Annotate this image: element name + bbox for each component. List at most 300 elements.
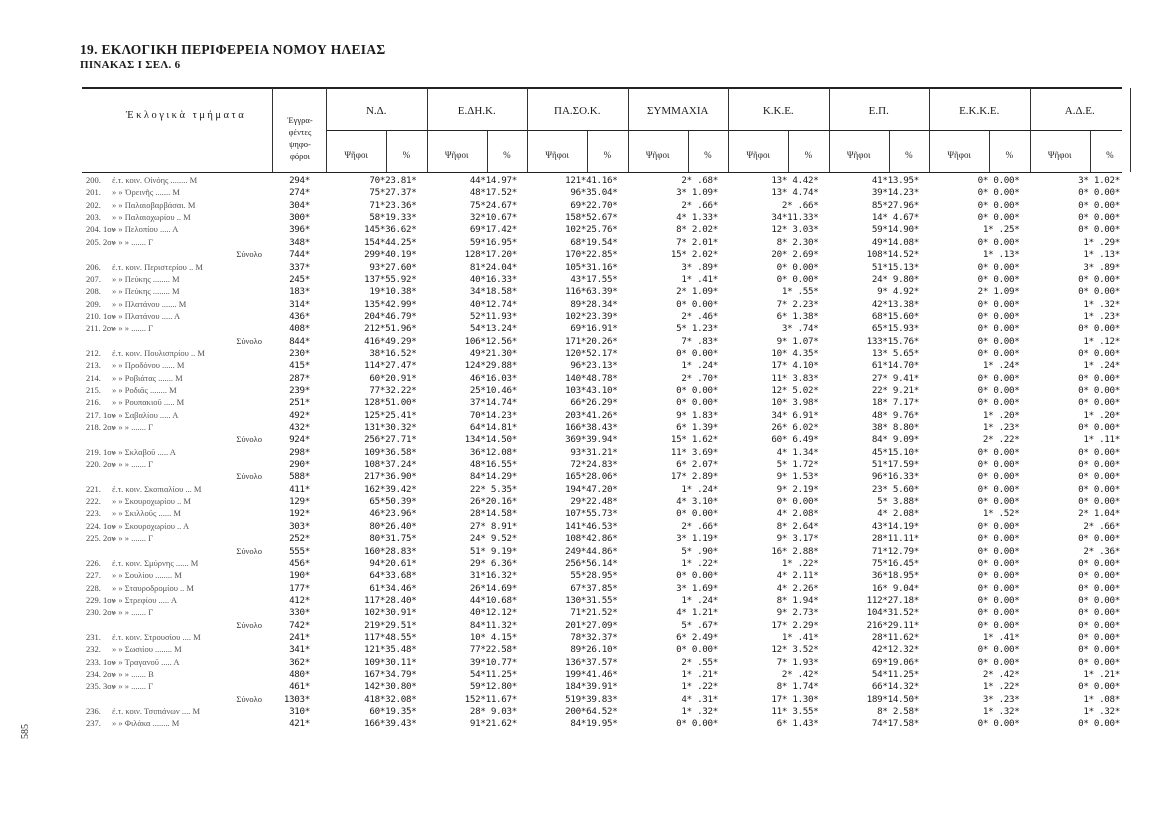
party-result: 0* 0.00* [1078, 594, 1120, 606]
party-result: 1* .32* [982, 706, 1020, 717]
party-result: 7* 2.23* [776, 298, 819, 310]
section-label: » » » ....... Γ [112, 681, 154, 692]
party-result: 200*64.52* [565, 706, 618, 717]
party-result: 3* 1.09* [676, 187, 718, 199]
section-label: » » Σκουροχωρίου .. Α [112, 520, 190, 531]
party-result: 77*22.58* [469, 644, 517, 656]
party-result: 0* 0.00* [1078, 533, 1120, 545]
section-number: 209. [86, 298, 101, 309]
percent-subheader: % [704, 150, 712, 160]
party-result: 2* 1.09* [977, 286, 1020, 298]
party-result: 7* 2.01* [676, 236, 718, 248]
registered-voters: 555* [289, 545, 310, 557]
party-result: 60* 6.49* [771, 434, 819, 446]
section-number: 221. [86, 483, 101, 494]
section-label: » » Ροβιάτας ....... Μ [112, 372, 183, 383]
section-label: ἐ.τ. κοιν. Στρουσίου .... Μ [112, 631, 201, 642]
party-result: 0* 0.00* [1078, 570, 1120, 582]
party-result: 6* 1.38* [776, 310, 819, 322]
party-result: 121*35.48* [364, 644, 417, 656]
table-row [0, 187, 1160, 198]
party-result: 1* .12* [1083, 335, 1120, 347]
party-result: 256*27.71* [364, 434, 417, 446]
section-label: ἐ.τ. κοιν. Πουλισπρίου .. Μ [112, 347, 205, 358]
party-result: 117*28.40* [364, 594, 417, 606]
registered-voters: 251* [289, 397, 310, 409]
registered-voters: 177* [289, 582, 310, 594]
percent-subheader: % [402, 150, 411, 160]
party-result: 5* 3.88* [877, 496, 919, 508]
party-result: 32*10.67* [469, 212, 517, 223]
party-result: 0* 0.00* [676, 570, 718, 582]
party-result: 0* 0.00* [1078, 384, 1120, 396]
percent-subheader: % [804, 150, 813, 160]
party-result: 102*30.91* [364, 607, 417, 619]
section-number: 205. 2ον [86, 236, 116, 247]
party-result: 201*27.09* [565, 619, 618, 631]
party-result: 9* 3.17* [776, 533, 819, 545]
table-row [0, 262, 1160, 273]
party-result: 0* 0.00* [676, 397, 718, 409]
party-result: 1* .52* [982, 508, 1020, 520]
party-result: 9* 4.92* [877, 286, 919, 298]
section-label: » » Τραγανοῦ ..... Α [112, 656, 180, 667]
party-result: 171*20.26* [565, 335, 618, 347]
party-header-rule [326, 130, 1122, 131]
party-result: 6* 2.07* [676, 459, 718, 471]
party-result: 1* .21* [1083, 669, 1120, 680]
party-result: 96*23.13* [570, 360, 618, 372]
party-result: 26*14.69* [469, 582, 517, 594]
section-label: » » » ....... Γ [112, 323, 154, 334]
section-number: 204. 1ον [86, 224, 116, 235]
party-result: 134*14.50* [464, 434, 517, 446]
registered-voters: 362* [289, 656, 310, 668]
table-row [0, 422, 1160, 433]
party-header: Ε.Κ.Κ.Ε. [959, 105, 1000, 117]
votes-subheader: Ψῆφοι [344, 150, 368, 160]
party-result: 4* 2.11* [776, 570, 819, 582]
party-result: 0* 0.00* [977, 298, 1020, 310]
party-result: 69*17.42* [469, 224, 517, 236]
party-result: 96*16.33* [871, 471, 919, 483]
section-number: 237. [86, 718, 101, 729]
subcolumn-rule [788, 131, 789, 172]
party-result: 1* .24* [681, 483, 718, 495]
party-result: 13* 4.42* [771, 175, 819, 186]
party-header: Κ.Κ.Ε. [762, 105, 794, 117]
party-result: 0* 0.00* [676, 644, 718, 656]
party-result: 1* .11* [1083, 434, 1120, 446]
party-result: 5* .90* [681, 545, 718, 557]
section-label: » » Πλατάνου ..... Α [112, 310, 181, 321]
table-row [0, 533, 1160, 544]
percent-subheader: % [503, 150, 511, 160]
table-row [0, 484, 1160, 495]
party-result: 131*30.32* [364, 422, 417, 433]
table-row [0, 508, 1160, 519]
party-result: 2* .22* [982, 434, 1020, 446]
registered-voters: 303* [289, 520, 310, 532]
total-row [0, 620, 1160, 631]
party-result: 2* .66* [681, 520, 718, 532]
party-result: 0* 0.00* [977, 594, 1020, 606]
percent-subheader: % [905, 150, 913, 160]
party-result: 9* 2.19* [776, 483, 819, 495]
section-number: 224. 1ον [86, 520, 116, 531]
party-result: 0* 0.00* [977, 459, 1020, 471]
party-result: 54*11.25* [469, 669, 517, 680]
section-label: » » » ....... Γ [112, 422, 154, 432]
party-result: 22* 9.21* [871, 384, 919, 396]
party-result: 51*15.13* [871, 261, 919, 273]
party-result: 0* 0.00* [676, 347, 718, 359]
subcolumn-rule [989, 131, 990, 172]
total-row [0, 249, 1160, 260]
party-result: 18* 7.17* [871, 397, 919, 409]
section-label: Σύνολο [236, 335, 262, 346]
party-result: 116*63.39* [565, 286, 618, 298]
party-result: 0* 0.00* [676, 718, 718, 730]
party-result: 3* 1.19* [676, 533, 718, 545]
party-result: 46*16.03* [469, 372, 517, 384]
party-result: 114*27.47* [364, 360, 417, 372]
table-row [0, 607, 1160, 618]
party-result: 46*23.96* [369, 508, 417, 520]
registered-voters: 230* [289, 347, 310, 359]
party-result: 3* .89* [681, 261, 718, 273]
party-result: 29* 6.36* [469, 557, 517, 569]
party-result: 9* 2.73* [776, 607, 819, 619]
party-result: 136*37.57* [565, 656, 618, 668]
registered-voters: 421* [289, 718, 310, 730]
party-result: 40*12.12* [469, 607, 517, 619]
votes-subheader: Ψῆφοι [1047, 150, 1072, 160]
party-result: 1* .41* [982, 631, 1020, 643]
party-result: 418*32.08* [364, 693, 417, 705]
party-result: 1* .23* [1083, 310, 1120, 322]
party-result: 1* .21* [681, 669, 718, 680]
party-result: 65*15.93* [871, 323, 919, 335]
party-result: 91*21.62* [469, 718, 517, 730]
party-result: 0* 0.00* [1078, 496, 1120, 508]
registered-voters: 192* [289, 508, 310, 520]
registered-voters-header: Ἐγγρα- φέντες ψηφο- φόροι [287, 115, 313, 161]
party-result: 9* 1.53* [776, 471, 819, 483]
registered-voters: 330* [289, 607, 310, 619]
table-row [0, 224, 1160, 235]
party-result: 0* 0.00* [977, 496, 1020, 508]
subcolumn-rule [688, 131, 689, 172]
table-row [0, 200, 1160, 211]
registered-voters: 245* [289, 273, 310, 285]
party-result: 7* 1.93* [776, 656, 819, 668]
party-result: 160*28.83* [364, 545, 417, 557]
party-result: 11* 3.55* [771, 706, 819, 717]
party-result: 45*15.10* [871, 446, 919, 458]
party-result: 8* 1.94* [776, 594, 819, 606]
party-result: 0* 0.00* [1078, 224, 1120, 236]
party-result: 26* 6.02* [771, 422, 819, 433]
party-result: 2* .66* [681, 199, 718, 211]
party-result: 128*51.00* [364, 397, 417, 409]
section-label: » » Παλαιοβαρβάσαι. Μ [112, 199, 196, 210]
registered-voters: 492* [289, 409, 310, 421]
table-row [0, 373, 1160, 384]
party-result: 4* 1.21* [676, 607, 718, 619]
party-result: 28*11.62* [871, 631, 919, 643]
party-result: 84*19.95* [570, 718, 618, 730]
party-result: 1* .29* [1083, 236, 1120, 248]
section-label: » » Πελοπίου ..... Α [112, 224, 179, 235]
party-result: 40*12.74* [469, 298, 517, 310]
party-result: 37*14.74* [469, 397, 517, 409]
party-result: 65*50.39* [369, 496, 417, 508]
party-result: 1* .23* [982, 422, 1020, 433]
party-result: 416*49.29* [364, 335, 417, 347]
party-result: 12* 5.02* [771, 384, 819, 396]
section-label: » » Φιλάκα ........ Μ [112, 718, 180, 729]
party-result: 249*44.86* [565, 545, 618, 557]
party-result: 6* 2.49* [676, 631, 718, 643]
party-result: 1* .32* [1083, 706, 1120, 717]
party-result: 2* 1.04* [1078, 508, 1120, 520]
party-result: 4* 2.08* [877, 508, 919, 520]
subcolumn-rule [889, 131, 890, 172]
total-row [0, 434, 1160, 445]
votes-subheader: Ψῆφοι [545, 150, 569, 160]
registered-voters: 252* [289, 533, 310, 545]
party-result: 10* 3.98* [771, 397, 819, 409]
party-result: 6* 1.39* [676, 422, 718, 433]
party-result: 0* 0.00* [1078, 681, 1120, 693]
section-label: ἐ.τ. κοιν. Τσιπιάνων .... Μ [112, 706, 201, 716]
section-label: Σύνολο [236, 471, 262, 482]
party-result: 141*46.53* [565, 520, 618, 532]
party-result: 216*29.11* [866, 619, 919, 631]
party-result: 0* 0.00* [977, 273, 1020, 285]
section-label: Σύνολο [236, 693, 262, 704]
party-result: 117*48.55* [364, 631, 417, 643]
table-row [0, 348, 1160, 359]
party-result: 1* .08* [1083, 693, 1120, 705]
registered-voters: 274* [289, 187, 310, 199]
party-result: 0* 0.00* [977, 212, 1020, 223]
party-result: 0* 0.00* [776, 273, 819, 285]
party-result: 12* 3.03* [771, 224, 819, 236]
party-result: 85*27.96* [871, 199, 919, 211]
party-result: 14* 4.67* [871, 212, 919, 223]
party-result: 109*30.11* [364, 656, 417, 668]
party-result: 61*34.46* [369, 582, 417, 594]
party-result: 31*16.32* [469, 570, 517, 582]
section-number: 235. 3ον [86, 681, 116, 692]
party-result: 54*13.24* [469, 323, 517, 335]
party-result: 0* 0.00* [1078, 557, 1120, 569]
party-result: 162*39.42* [364, 483, 417, 495]
party-result: 17* 2.89* [670, 471, 718, 483]
party-result: 0* 0.00* [977, 397, 1020, 409]
party-result: 145*36.62* [364, 224, 417, 236]
party-result: 24* 9.80* [871, 273, 919, 285]
party-result: 109*36.58* [364, 446, 417, 458]
party-result: 1* .32* [681, 706, 718, 717]
party-result: 3* .89* [1083, 261, 1120, 273]
party-result: 89*26.10* [570, 644, 618, 656]
party-result: 13* 5.65* [871, 347, 919, 359]
party-result: 166*38.43* [565, 422, 618, 433]
party-result: 8* 2.58* [877, 706, 919, 717]
table-row [0, 521, 1160, 532]
party-result: 28*11.11* [871, 533, 919, 545]
party-result: 60*19.35* [369, 706, 417, 717]
table-row [0, 718, 1160, 729]
party-result: 1* .25* [982, 224, 1020, 236]
section-label: ἐ.τ. κοιν. Σκοπιαλίου ... Μ [112, 483, 202, 494]
party-result: 0* 0.00* [977, 483, 1020, 495]
party-header: Ε.Π. [868, 105, 889, 117]
party-result: 19*10.38* [369, 286, 417, 298]
party-result: 4* 1.34* [776, 446, 819, 458]
party-result: 519*39.83* [565, 693, 618, 705]
party-result: 89*28.34* [570, 298, 618, 310]
registered-voters: 239* [289, 384, 310, 396]
section-label: » » Ρουπακιοῦ ..... Μ [112, 397, 185, 408]
party-result: 0* 0.00* [977, 261, 1020, 273]
registered-voters: 456* [289, 557, 310, 569]
votes-subheader: Ψῆφοι [645, 150, 670, 160]
registered-voters: 298* [289, 446, 310, 458]
votes-subheader: Ψῆφοι [947, 150, 971, 160]
registered-voters: 1303* [283, 693, 310, 705]
party-result: 69*22.70* [570, 199, 618, 211]
table-row [0, 410, 1160, 421]
party-result: 108*37.24* [364, 459, 417, 471]
table-row [0, 570, 1160, 581]
party-result: 0* 0.00* [977, 557, 1020, 569]
section-label: ἐ.τ. κοιν. Οἰνόης ........ Μ [112, 175, 198, 185]
party-result: 0* 0.00* [1078, 187, 1120, 199]
registered-voters: 924* [289, 434, 310, 446]
party-header: ΠΑ.ΣΟ.Κ. [554, 105, 601, 117]
party-result: 3* 1.69* [676, 582, 718, 594]
party-result: 124*29.88* [464, 360, 517, 372]
party-result: 2* .66* [781, 199, 819, 211]
party-result: 108*42.86* [565, 533, 618, 545]
party-result: 80*31.75* [369, 533, 417, 545]
party-result: 9* 1.07* [776, 335, 819, 347]
party-result: 69*19.06* [871, 656, 919, 668]
votes-subheader: Ψῆφοι [846, 150, 871, 160]
party-result: 42*12.32* [871, 644, 919, 656]
column-rule [1130, 88, 1131, 172]
party-result: 0* 0.00* [977, 310, 1020, 322]
percent-subheader: % [603, 150, 612, 160]
party-result: 0* 0.00* [977, 533, 1020, 545]
party-result: 93*31.21* [570, 446, 618, 458]
party-result: 219*29.51* [364, 619, 417, 631]
party-result: 77*32.22* [369, 384, 417, 396]
party-result: 137*55.92* [364, 273, 417, 285]
party-result: 0* 0.00* [1078, 483, 1120, 495]
party-result: 71*21.52* [570, 607, 618, 619]
party-result: 0* 0.00* [1078, 471, 1120, 483]
registered-voters: 436* [289, 310, 310, 322]
party-result: 4* 1.33* [676, 212, 718, 223]
page-title: 19. ΕΚΛΟΓΙΚΗ ΠΕΡΙΦΕΡΕΙΑ ΝΟΜΟΥ ΗΛΕΙΑΣ [80, 42, 386, 57]
table-row [0, 274, 1160, 285]
section-label: » » Σουλίου ........ Μ [112, 570, 182, 581]
party-result: 170*22.85* [565, 249, 618, 261]
section-number: 202. [86, 199, 101, 210]
party-result: 2* .70* [681, 372, 718, 384]
percent-subheader: % [1005, 150, 1014, 160]
section-label: » » » ....... Β [112, 669, 154, 679]
table-row [0, 175, 1160, 186]
section-number: 236. [86, 706, 101, 716]
party-result: 72*24.83* [570, 459, 618, 471]
section-number: 218. 2ον [86, 422, 116, 432]
party-result: 48*17.52* [469, 187, 517, 199]
party-result: 49*14.08* [871, 236, 919, 248]
total-row [0, 546, 1160, 557]
party-result: 0* 0.00* [977, 199, 1020, 211]
registered-voters: 461* [289, 681, 310, 693]
table-row [0, 558, 1160, 569]
party-result: 3* .23* [982, 693, 1020, 705]
party-result: 7* .83* [681, 335, 718, 347]
party-result: 69*16.91* [570, 323, 618, 335]
section-label: ἐ.τ. κοιν. Σμύρνης ...... Μ [112, 557, 199, 568]
registered-voters: 290* [289, 459, 310, 471]
party-result: 0* 0.00* [676, 508, 718, 520]
party-result: 125*25.41* [364, 409, 417, 421]
party-result: 1* .20* [1083, 409, 1120, 421]
party-result: 0* 0.00* [1078, 656, 1120, 668]
section-number: 228. [86, 582, 101, 593]
table-row [0, 447, 1160, 458]
registered-voters: 300* [289, 212, 310, 223]
registered-voters: 588* [289, 471, 310, 483]
section-number: 232. [86, 644, 101, 655]
section-number: 227. [86, 570, 101, 581]
party-result: 61*14.70* [871, 360, 919, 372]
registered-voters: 310* [289, 706, 310, 717]
party-result: 1* .20* [982, 409, 1020, 421]
party-result: 2* .36* [1083, 545, 1120, 557]
party-result: 8* 2.30* [776, 236, 819, 248]
party-result: 2* .46* [681, 310, 718, 322]
party-result: 43*17.55* [570, 273, 618, 285]
party-result: 48* 9.76* [871, 409, 919, 421]
party-result: 102*25.76* [565, 224, 618, 236]
party-result: 0* 0.00* [1078, 347, 1120, 359]
table-row [0, 311, 1160, 322]
party-result: 0* 0.00* [977, 644, 1020, 656]
section-number: 233. 1ον [86, 656, 116, 667]
registered-voters: 294* [289, 175, 310, 186]
party-result: 0* 0.00* [1078, 286, 1120, 298]
party-result: 0* 0.00* [676, 384, 718, 396]
party-result: 112*27.18* [866, 594, 919, 606]
party-result: 59*12.80* [469, 681, 517, 693]
section-number: 217. 1ον [86, 409, 116, 420]
party-result: 39*14.23* [871, 187, 919, 199]
column-rule [272, 88, 273, 172]
party-result: 121*41.16* [565, 175, 618, 186]
party-result: 54*11.25* [871, 669, 919, 680]
party-result: 167*34.79* [364, 669, 417, 680]
